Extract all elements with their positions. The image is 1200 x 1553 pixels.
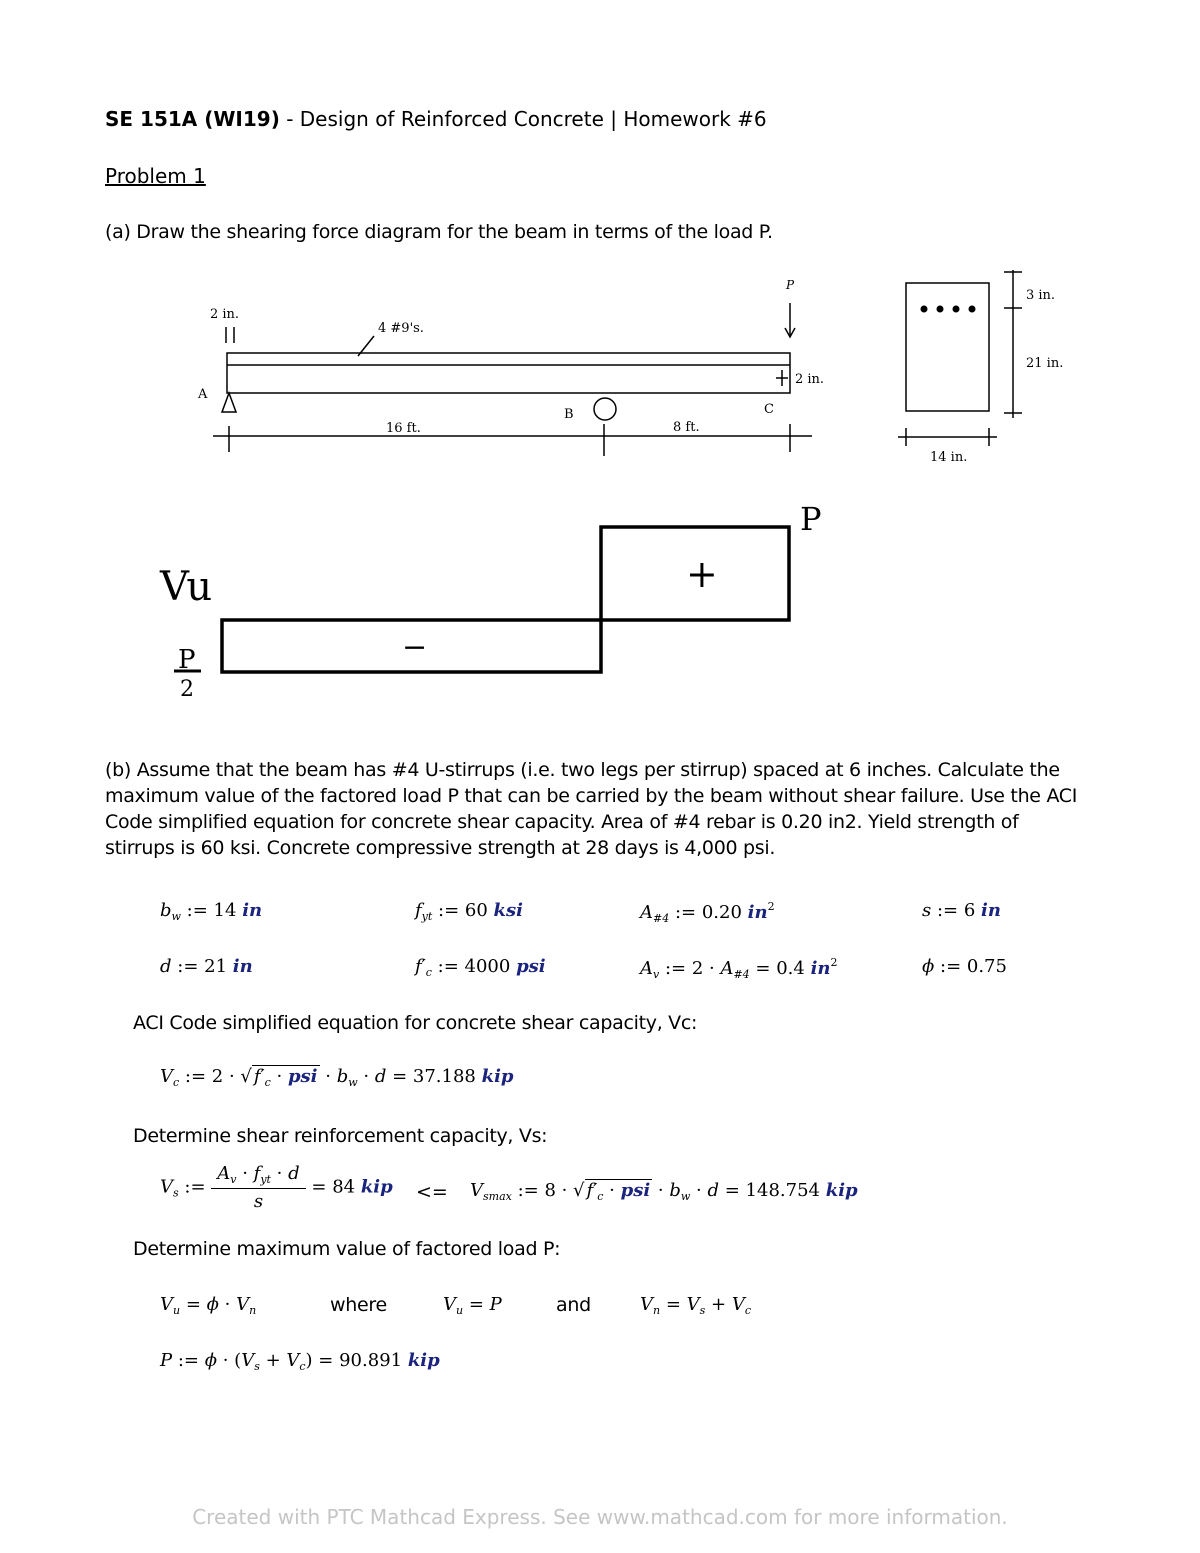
vc-heading: ACI Code simplified equation for concrete shear capacity, Vc: [133, 1012, 698, 1034]
phi-definition: ϕ := 0.75 [922, 956, 1007, 977]
p-label: P [800, 500, 822, 538]
cover-end-label: 2 in. [795, 372, 825, 387]
support-b-label: B [564, 407, 574, 422]
less-equal-sign: <= [416, 1181, 448, 1203]
cross-section [906, 283, 989, 411]
span-ab-label: 16 ft. [386, 421, 421, 436]
a4-definition: $A_{\#4}$ := 0.20 $in^2$ [640, 900, 775, 925]
roller-support-b [594, 398, 616, 420]
vu-p-equation: $V_u = P$ [443, 1294, 502, 1317]
p-heading: Determine maximum value of factored load P: [133, 1238, 561, 1260]
fc-definition: $f'_c$ := 4000 psi [415, 956, 546, 979]
minus-sign: − [402, 630, 428, 665]
s-definition: s := 6 in [922, 900, 1001, 921]
d-definition: d := 21 in [160, 956, 253, 977]
section-width-label: 14 in. [930, 450, 968, 465]
mathcad-footer: Created with PTC Mathcad Express. See www.mathcad.com for more information. [192, 1505, 1008, 1529]
p-half-denominator: 2 [180, 677, 194, 702]
vc-equation: $V_c$ := 2 · √ $f'_c$ · psi · $b_w \cdot d = 37.188$ kip [160, 1066, 514, 1089]
beam-figure [0, 0, 1200, 480]
support-a-label: A [198, 387, 208, 402]
problem-title: Problem 1 [105, 164, 206, 188]
homework-title: - Design of Reinforced Concrete | Homework #6 [286, 107, 767, 131]
fyt-definition: $f_{yt}$ := 60 ksi [415, 900, 523, 923]
pin-support-a [222, 393, 236, 412]
shear-diagram [0, 490, 1200, 710]
span-bc-label: 8 ft. [673, 420, 700, 435]
vs-heading: Determine shear reinforcement capacity, Vs: [133, 1125, 548, 1147]
p-half-numerator: P [178, 645, 196, 675]
beam-body [227, 353, 790, 393]
plus-sign: + [686, 552, 718, 596]
load-label: P [786, 278, 795, 292]
support-c-label: C [764, 402, 774, 417]
and-text: and [556, 1294, 591, 1316]
bars-label: 4 #9's. [378, 321, 424, 336]
vsmax-equation: $V_{smax}$ := 8 · √ $f'_c$ · psi · $b_w \cdot d = 148.754$ kip [470, 1180, 858, 1203]
section-cover-label: 3 in. [1026, 288, 1056, 303]
vn-equation: $V_n = V_s + V_c$ [640, 1294, 751, 1317]
part-b-prompt: (b) Assume that the beam has #4 U-stirrups (i.e. two legs per stirrup) spaced at 6 inches. Calculate the maximum value of the factored load P that can be carried by the beam without shear failure. Use the ACI Code simplified equation for concrete shear capacity. Area of #4 rebar is 0.20 in2. Yield strength of stirrups is 60 ksi. Concrete compressive strength at 28 days is 4,000 psi. [105, 759, 1078, 859]
rebar-dot [921, 306, 928, 313]
rebar-dot [953, 306, 960, 313]
cover-top-label: 2 in. [210, 307, 240, 322]
av-definition: $A_v$ := $2 \cdot A_{\#4} = 0.4$ $in^2$ [640, 956, 838, 981]
vu-phi-vn-equation: $V_u = \phi \cdot V_n$ [160, 1294, 257, 1317]
vu-label: Vu [160, 564, 213, 610]
rebar-dot [937, 306, 944, 313]
where-text: where [330, 1294, 387, 1316]
rebar-dot [969, 306, 976, 313]
section-depth-label: 21 in. [1026, 356, 1064, 371]
part-a-prompt: (a) Draw the shearing force diagram for the beam in terms of the load P. [105, 221, 773, 243]
vs-equation: $V_s$ := $\frac{A_v \cdot f_{yt} \cdot d}{s}$ = 84 kip [160, 1163, 393, 1212]
bw-definition: $b_w$ := 14 in [160, 900, 263, 923]
course-code: SE 151A (WI19) [105, 107, 280, 131]
p-result-equation: P := $\phi \cdot (V_s + V_c) = 90.891$ kip [160, 1350, 440, 1373]
